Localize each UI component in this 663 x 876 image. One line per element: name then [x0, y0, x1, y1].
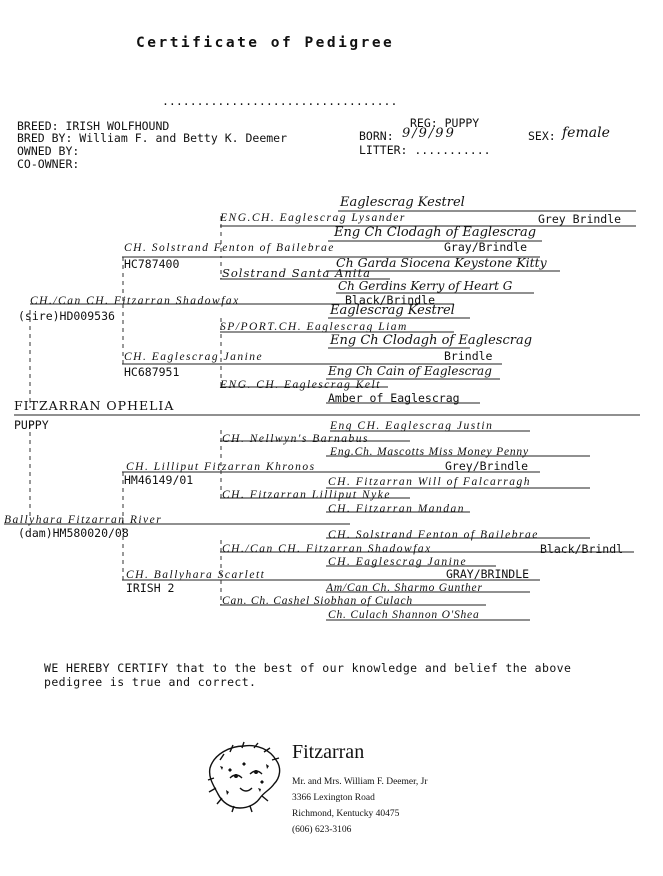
g2-color: Brindle — [444, 349, 493, 363]
ggg3-name: Ch Garda Siocena Keystone Kitty — [336, 255, 547, 270]
gg7-name: CH./Can CH. Fitzarran Shadowfax — [222, 543, 432, 555]
dam-reg: (dam)HM580020/08 — [18, 526, 129, 540]
ggg2-name: Eng Ch Clodagh of Eaglescrag — [334, 225, 537, 240]
dam-name: Ballyhara Fitzarran River — [4, 514, 163, 526]
co-owner-field: CO-OWNER: — [17, 157, 80, 171]
gg3-name: SP/PORT.CH. Eaglescrag Liam — [220, 321, 408, 333]
sire-color: Black/Brindle — [345, 293, 436, 307]
ggg11-name: CH. Fitzarran Will of Falcarragh — [328, 476, 531, 488]
ggg16-name: Ch. Culach Shannon O'Shea — [328, 609, 480, 621]
ggg12-name: CH. Fitzarran Mandan — [328, 503, 466, 515]
g1-reg: HC787400 — [124, 257, 180, 271]
g1-color: Gray/Brindle — [444, 240, 528, 254]
gg8-name: Can. Ch. Cashel Siobhan of Culach — [222, 595, 413, 607]
ggg8-name: Amber of Eaglescrag — [328, 391, 460, 405]
gg5-name: CH. Nellwyn's Barnabus — [222, 433, 369, 445]
certification-line-2: pedigree is true and correct. — [44, 675, 257, 689]
g2-name: CH. Eaglescrag Janine — [124, 351, 264, 363]
ggg13-name: CH. Solstrand Fenton of Bailebrae — [328, 529, 539, 541]
ggg14-name: CH. Eaglescrag Janine — [328, 556, 468, 568]
owned-by-field: OWNED BY: — [17, 144, 80, 158]
gg1-color: Grey Brindle — [538, 212, 622, 226]
certification-line-1: WE HEREBY CERTIFY that to the best of our knowledge and belief the above — [44, 661, 572, 675]
kennel-owners: Mr. and Mrs. William F. Deemer, Jr — [292, 777, 428, 787]
ggg15-name: Am/Can Ch. Sharmo Gunther — [326, 582, 483, 594]
g3-color: Grey/Brindle — [445, 459, 529, 473]
ggg1-name: Eaglescrag Kestrel — [340, 195, 465, 210]
sex-value: female — [562, 125, 610, 141]
certificate-title: Certificate of Pedigree — [136, 35, 395, 51]
ggg9-name: Eng CH. Eaglescrag Justin — [330, 420, 494, 432]
kennel-name: Fitzarran — [292, 741, 365, 763]
g4-name: CH. Ballyhara Scarlett — [126, 569, 266, 581]
breed-field: BREED: IRISH WOLFHOUND — [17, 119, 170, 133]
sire-name: CH./Can CH. Fitzarran Shadowfax — [30, 295, 240, 307]
sire-reg: (sire)HD009536 — [18, 309, 115, 323]
ggg7-name: Eng Ch Cain of Eaglescrag — [328, 364, 492, 378]
gg4-name: ENG. CH. Eaglescrag Kelt — [220, 379, 381, 391]
ggg10-name: Eng.Ch. Mascotts Miss Money Penny — [330, 446, 529, 458]
g4-reg: IRISH 2 — [126, 581, 175, 595]
gg1-name: ENG.CH. Eaglescrag Lysander — [220, 212, 406, 224]
g2-reg: HC687951 — [124, 365, 180, 379]
ggg5-name: Eaglescrag Kestrel — [330, 303, 455, 318]
kennel-city: Richmond, Kentucky 40475 — [292, 809, 400, 819]
ggg4-name: Ch Gerdins Kerry of Heart G — [338, 279, 513, 293]
dog-name: FITZARRAN OPHELIA — [14, 398, 175, 413]
sex-label: SEX: — [528, 129, 556, 143]
litter-field: LITTER: ........... — [359, 143, 491, 157]
g3-name: CH. Lilliput Fitzarran Khronos — [126, 461, 316, 473]
kennel-street: 3366 Lexington Road — [292, 793, 375, 803]
dog-reg: PUPPY — [14, 418, 49, 432]
reg-field: REG: PUPPY — [410, 116, 480, 130]
gg2-name: Solstrand Santa Anita — [222, 266, 371, 280]
bred-by-field: BRED BY: William F. and Betty K. Deemer — [17, 131, 288, 145]
gg6-name: CH. Fitzarran Lilliput Nyke — [222, 489, 391, 501]
kennel-phone: (606) 623-3106 — [292, 825, 352, 835]
ggg6-name: Eng Ch Clodagh of Eaglescrag — [330, 333, 533, 348]
g4-color: GRAY/BRINDLE — [446, 567, 530, 581]
wolfhound-logo-icon — [200, 738, 286, 814]
dog-name-dotted-line: .................................. — [162, 94, 398, 108]
gg7-color: Black/Brindl — [540, 542, 624, 556]
born-label: BORN: — [359, 129, 394, 143]
born-value: 9/9/99 — [402, 126, 456, 141]
g3-reg: HM46149/01 — [124, 473, 194, 487]
g1-name: CH. Solstrand Fenton of Bailebrae — [124, 242, 335, 254]
